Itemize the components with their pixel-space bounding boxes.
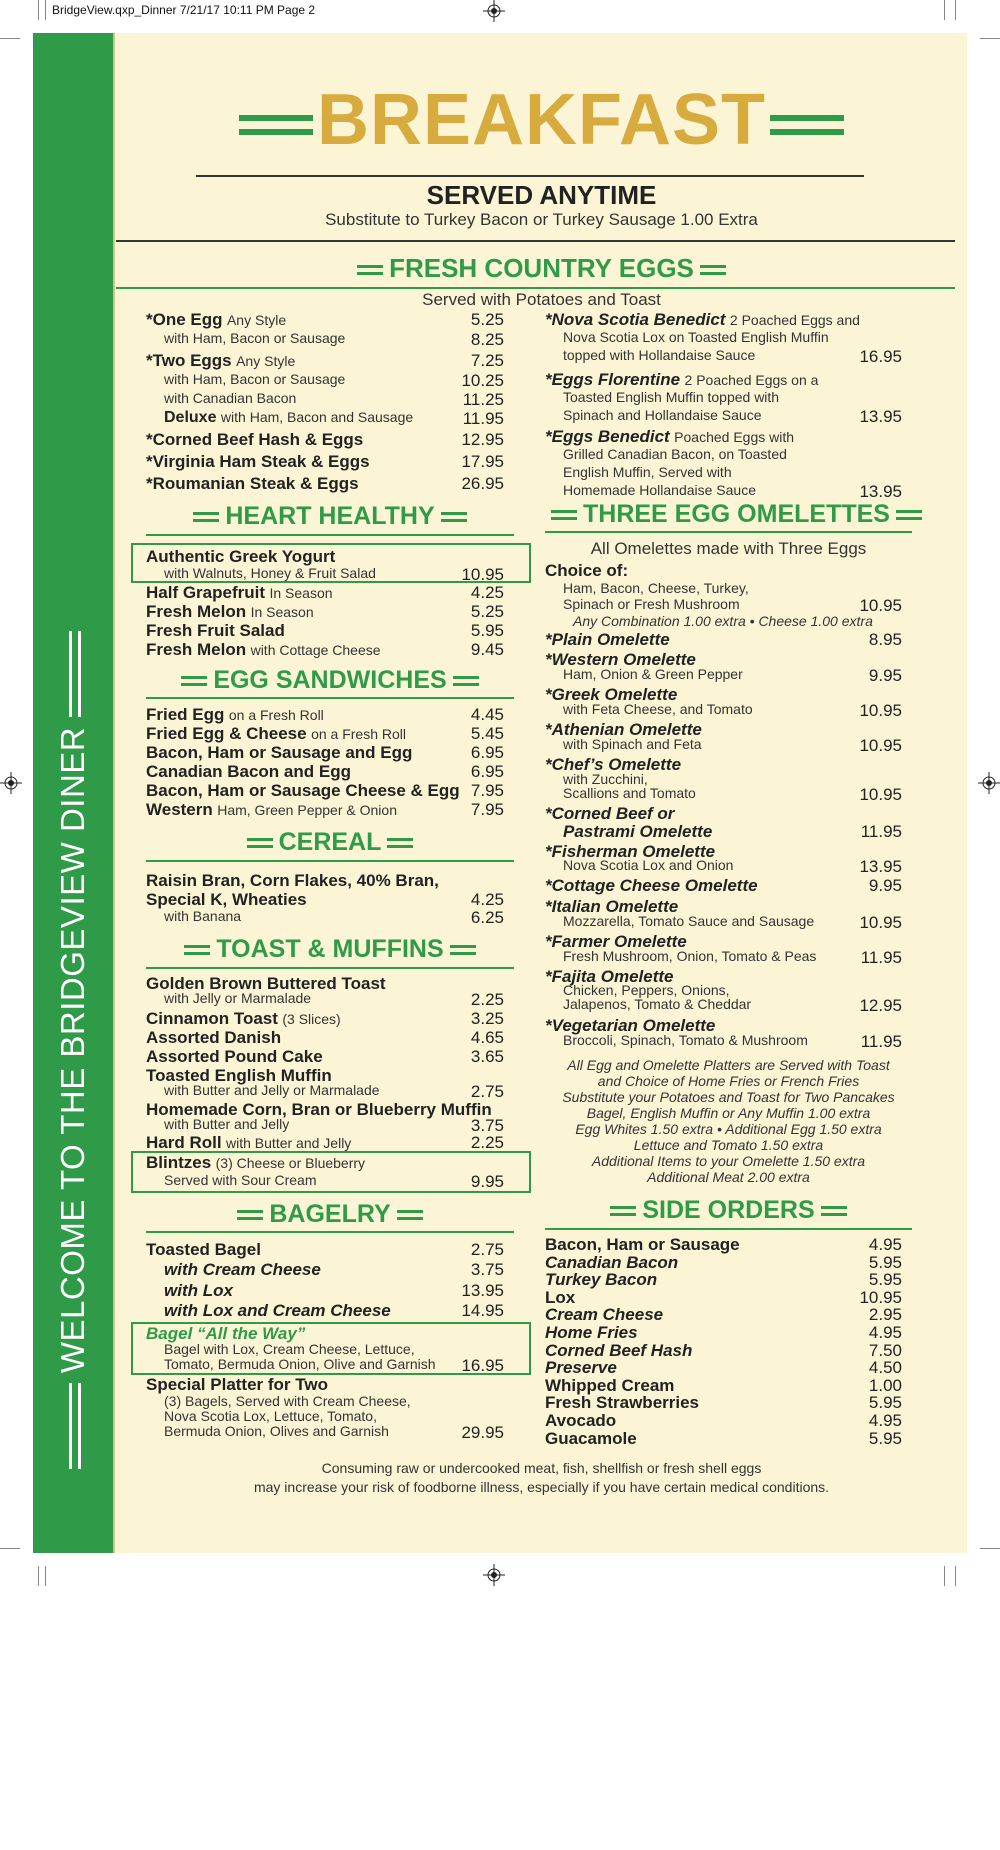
list-item: Preserve 4.50 bbox=[545, 1358, 902, 1378]
cereal-heading: CEREAL bbox=[146, 828, 514, 857]
title-ornament-left bbox=[239, 115, 313, 135]
list-item: *Corned Beef Hash & Eggs 12.95 bbox=[146, 430, 504, 449]
list-item: Guacamole 5.95 bbox=[545, 1428, 902, 1448]
list-item: with Walnuts, Honey & Fruit Salad 10.95 bbox=[164, 565, 504, 584]
list-item: Mozzarella, Tomato Sauce and Sausage 10.95 bbox=[563, 913, 902, 932]
toast-muffins-heading: TOAST & MUFFINS bbox=[146, 935, 514, 964]
fresh-eggs-subtitle: Served with Potatoes and Toast bbox=[422, 290, 661, 309]
list-item: with Jelly or Marmalade 2.25 bbox=[164, 990, 504, 1009]
list-item: Corned Beef Hash 7.50 bbox=[545, 1340, 902, 1360]
served-anytime: SERVED ANYTIME bbox=[426, 180, 657, 210]
list-item: *Chef’s Omelette bbox=[545, 755, 682, 774]
note-line: Additional Items to your Omelette 1.50 extra bbox=[591, 1153, 866, 1169]
list-item: Ham, Onion & Green Pepper 9.95 bbox=[563, 666, 902, 685]
omelettes-subtitle: All Omelettes made with Three Eggs bbox=[590, 539, 867, 558]
list-item: *Italian Omelette bbox=[545, 897, 679, 916]
list-item: *Vegetarian Omelette bbox=[545, 1016, 716, 1035]
list-item: *Eggs Benedict Poached Eggs with bbox=[545, 427, 795, 446]
list-item: with Ham, Bacon or Sausage 8.25 bbox=[164, 330, 504, 349]
list-item: Raisin Bran, Corn Flakes, 40% Bran, bbox=[146, 871, 439, 890]
list-item: Fresh Strawberries 5.95 bbox=[545, 1393, 902, 1413]
list-item: with Cream Cheese 3.75 bbox=[164, 1260, 504, 1279]
crop-mark bbox=[944, 1566, 945, 1586]
note-line: Lettuce and Tomato 1.50 extra bbox=[633, 1137, 824, 1153]
heart-healthy-list bbox=[146, 547, 504, 659]
food-safety-disclaimer bbox=[116, 1459, 967, 1497]
blintzes-item bbox=[146, 1153, 504, 1191]
title-ornament-right bbox=[770, 115, 844, 135]
registration-mark-icon bbox=[483, 0, 505, 22]
side-orders-rule bbox=[545, 1228, 912, 1230]
list-item: *Corned Beef or bbox=[545, 804, 675, 823]
list-item: *Cottage Cheese Omelette 9.95 bbox=[545, 876, 902, 895]
list-item: Fresh Mushroom, Onion, Tomato & Peas 11.95 bbox=[563, 948, 902, 967]
list-item: Spinach or Fresh Mushroom 10.95 bbox=[563, 596, 902, 615]
list-item: Golden Brown Buttered Toast bbox=[146, 974, 386, 993]
crop-mark bbox=[955, 1566, 956, 1586]
sidebar-divider bbox=[113, 33, 115, 1553]
list-item: Spinach and Hollandaise Sauce 13.95 bbox=[563, 407, 902, 426]
list-item: *Fajita Omelette bbox=[545, 967, 674, 986]
egg-sandwiches-list bbox=[146, 705, 504, 819]
list-item: Half Grapefruit In Season 4.25 bbox=[146, 583, 504, 602]
note-line: Egg Whites 1.50 extra • Additional Egg 1.50 extra bbox=[575, 1121, 882, 1137]
list-item: Chicken, Peppers, Onions, bbox=[563, 982, 730, 998]
list-item: Nova Scotia Lox on Toasted English Muffin bbox=[563, 329, 829, 345]
list-item: Assorted Pound Cake 3.65 bbox=[146, 1047, 504, 1066]
list-item: *Greek Omelette bbox=[545, 685, 678, 704]
disclaimer-line: Consuming raw or undercooked meat, fish, shellfish or fresh shell eggs bbox=[321, 1460, 762, 1476]
list-item: (3) Bagels, Served with Cream Cheese, bbox=[164, 1393, 411, 1409]
list-item: Bacon, Ham or Sausage 4.95 bbox=[545, 1235, 902, 1254]
omelettes-list bbox=[545, 561, 902, 1050]
fresh-eggs-list bbox=[146, 310, 504, 496]
crop-mark bbox=[980, 1548, 1000, 1549]
note-line: All Egg and Omelette Platters are Served with Toast bbox=[567, 1057, 890, 1073]
crop-mark bbox=[955, 0, 956, 20]
list-item: Western Ham, Green Pepper & Onion 7.95 bbox=[146, 800, 504, 819]
page-title bbox=[116, 80, 967, 160]
list-item: Fresh Melon In Season 5.25 bbox=[146, 602, 504, 621]
list-item: with Lox and Cream Cheese 14.95 bbox=[164, 1301, 504, 1320]
list-item: *Western Omelette bbox=[545, 650, 696, 669]
list-item: with Canadian Bacon 11.25 bbox=[164, 390, 504, 409]
crop-mark bbox=[45, 1566, 46, 1586]
list-item: with Zucchini, bbox=[563, 771, 648, 787]
list-item: Ham, Bacon, Cheese, Turkey, bbox=[563, 580, 749, 596]
list-item: *Roumanian Steak & Eggs 26.95 bbox=[146, 474, 504, 493]
list-item: Bacon, Ham or Sausage Cheese & Egg 7.95 bbox=[146, 781, 504, 800]
list-item: *One Egg Any Style 5.25 bbox=[146, 310, 504, 329]
list-item: Fried Egg & Cheese on a Fresh Roll 5.45 bbox=[146, 724, 504, 743]
omelettes-heading: THREE EGG OMELETTES bbox=[545, 500, 912, 529]
registration-mark-icon bbox=[0, 772, 22, 794]
heart-healthy-rule bbox=[146, 534, 514, 536]
title-rule bbox=[196, 175, 864, 177]
list-item: Whipped Cream 1.00 bbox=[545, 1375, 902, 1395]
list-item: Nova Scotia Lox and Onion 13.95 bbox=[563, 857, 902, 876]
special-platter-item bbox=[146, 1375, 504, 1440]
fresh-eggs-rule bbox=[116, 287, 955, 289]
list-item: with Butter and Jelly or Marmalade 2.75 bbox=[164, 1082, 504, 1101]
list-item: Turkey Bacon 5.95 bbox=[545, 1270, 902, 1290]
list-item: Lox 10.95 bbox=[545, 1287, 902, 1307]
omelette-notes bbox=[545, 1057, 912, 1185]
side-orders-heading: SIDE ORDERS bbox=[545, 1196, 912, 1225]
list-item: Fresh Fruit Salad 5.95 bbox=[146, 621, 504, 640]
note-line: and Choice of Home Fries or French Fries bbox=[597, 1073, 860, 1089]
list-item: Authentic Greek Yogurt bbox=[146, 547, 336, 566]
list-item: Toasted Bagel 2.75 bbox=[146, 1240, 504, 1259]
list-item: Bagel “All the Way” bbox=[146, 1324, 306, 1343]
crop-mark bbox=[980, 38, 1000, 39]
list-item: Fried Egg on a Fresh Roll 4.45 bbox=[146, 705, 504, 724]
crop-mark bbox=[38, 1566, 39, 1586]
fresh-eggs-heading: FRESH COUNTRY EGGS bbox=[116, 253, 967, 284]
welcome-text: WELCOME TO THE BRIDGEVIEW DINER bbox=[54, 726, 91, 1374]
cereal-rule bbox=[146, 860, 514, 862]
list-item: with Banana 6.25 bbox=[164, 908, 504, 927]
list-item: topped with Hollandaise Sauce 16.95 bbox=[563, 347, 902, 366]
list-item: Bacon, Ham or Sausage and Egg 6.95 bbox=[146, 743, 504, 762]
crop-mark bbox=[0, 1548, 20, 1549]
list-item: Cream Cheese 2.95 bbox=[545, 1305, 902, 1325]
list-item: Blintzes (3) Cheese or Blueberry bbox=[146, 1153, 366, 1172]
list-item: Choice of: bbox=[545, 561, 629, 580]
list-item: Bagel with Lox, Cream Cheese, Lettuce, bbox=[164, 1341, 415, 1357]
list-item: with Lox 13.95 bbox=[164, 1281, 504, 1300]
list-item: Pastrami Omelette 11.95 bbox=[563, 822, 902, 841]
list-item: Canadian Bacon 5.95 bbox=[545, 1252, 902, 1272]
sidebar-welcome bbox=[53, 250, 93, 1850]
benedict-list bbox=[545, 310, 902, 501]
list-item: Any Combination 1.00 extra • Cheese 1.00 extra bbox=[573, 613, 873, 629]
list-item: Assorted Danish 4.65 bbox=[146, 1028, 504, 1047]
crop-mark bbox=[944, 0, 945, 20]
list-item: Jalapenos, Tomato & Cheddar 12.95 bbox=[563, 996, 902, 1015]
list-item: Scallions and Tomato 10.95 bbox=[563, 785, 902, 804]
list-item: English Muffin, Served with bbox=[563, 464, 732, 480]
egg-sandwiches-rule bbox=[146, 697, 514, 699]
note-line: Substitute your Potatoes and Toast for Two Pancakes bbox=[562, 1089, 895, 1105]
list-item: *Athenian Omelette bbox=[545, 720, 702, 739]
registration-mark-icon bbox=[483, 1564, 505, 1586]
list-item: Toasted English Muffin topped with bbox=[563, 389, 780, 405]
list-item: Deluxe with Ham, Bacon and Sausage 11.95 bbox=[164, 409, 504, 428]
registration-mark-icon bbox=[978, 772, 1000, 794]
list-item: Homemade Hollandaise Sauce 13.95 bbox=[563, 482, 902, 501]
heart-healthy-heading: HEART HEALTHY bbox=[146, 502, 514, 531]
omelettes-rule bbox=[545, 531, 912, 533]
list-item: with Ham, Bacon or Sausage 10.25 bbox=[164, 371, 504, 390]
list-item: Home Fries 4.95 bbox=[545, 1322, 902, 1342]
list-item: *Virginia Ham Steak & Eggs 17.95 bbox=[146, 452, 504, 471]
list-item: *Farmer Omelette bbox=[545, 932, 687, 951]
list-item: Nova Scotia Lox, Lettuce, Tomato, bbox=[164, 1408, 377, 1424]
list-item: Fresh Melon with Cottage Cheese 9.45 bbox=[146, 640, 504, 659]
list-item: Tomato, Bermuda Onion, Olive and Garnish 16.95 bbox=[164, 1356, 504, 1375]
header-rule bbox=[116, 240, 955, 242]
list-item: *Fisherman Omelette bbox=[545, 842, 716, 861]
note-line: Bagel, English Muffin or Any Muffin 1.00 extra bbox=[586, 1105, 871, 1121]
list-item: Grilled Canadian Bacon, on Toasted bbox=[563, 446, 787, 462]
list-item: Special Platter for Two bbox=[146, 1375, 329, 1394]
list-item: Special K, Wheaties 4.25 bbox=[146, 890, 504, 909]
note-line: Additional Meat 2.00 extra bbox=[647, 1169, 810, 1185]
list-item: Avocado 4.95 bbox=[545, 1410, 902, 1430]
cereal-list bbox=[146, 871, 504, 926]
bagelry-list bbox=[146, 1240, 504, 1321]
list-item: *Plain Omelette 8.95 bbox=[545, 630, 902, 649]
crop-mark bbox=[0, 38, 20, 39]
list-item: Broccoli, Spinach, Tomato & Mushroom 11.95 bbox=[563, 1032, 902, 1051]
print-header: BridgeView.qxp_Dinner 7/21/17 10:11 PM Page 2 bbox=[52, 3, 316, 17]
bagelry-heading: BAGELRY bbox=[146, 1200, 514, 1229]
egg-sandwiches-heading: EGG SANDWICHES bbox=[146, 666, 514, 695]
title-text: BREAKFAST bbox=[316, 80, 766, 160]
list-item: Served with Sour Cream 9.95 bbox=[164, 1172, 504, 1191]
list-item: with Spinach and Feta 10.95 bbox=[563, 736, 902, 755]
list-item: Canadian Bacon and Egg 6.95 bbox=[146, 762, 504, 781]
list-item: Toasted English Muffin bbox=[146, 1066, 332, 1085]
list-item: *Eggs Florentine 2 Poached Eggs on a bbox=[545, 370, 819, 389]
crop-mark bbox=[45, 0, 46, 20]
toast-muffins-rule bbox=[146, 967, 514, 969]
side-orders-list bbox=[545, 1235, 902, 1446]
disclaimer-line: may increase your risk of foodborne illness, especially if you have certain medical conditions. bbox=[253, 1479, 830, 1495]
bagel-all-the-way-item bbox=[146, 1324, 504, 1373]
list-item: *Two Eggs Any Style 7.25 bbox=[146, 351, 504, 370]
list-item: Bermuda Onion, Olives and Garnish 29.95 bbox=[164, 1423, 504, 1442]
list-item: Hard Roll with Butter and Jelly 2.25 bbox=[146, 1133, 504, 1152]
list-item: with Feta Cheese, and Tomato 10.95 bbox=[563, 701, 902, 720]
list-item: with Butter and Jelly 3.75 bbox=[164, 1116, 504, 1135]
bagelry-rule bbox=[146, 1231, 514, 1233]
list-item: *Nova Scotia Benedict 2 Poached Eggs and bbox=[545, 310, 860, 329]
list-item: Cinnamon Toast (3 Slices) 3.25 bbox=[146, 1009, 504, 1028]
list-item: Homemade Corn, Bran or Blueberry Muffin bbox=[146, 1100, 492, 1119]
substitute-note: Substitute to Turkey Bacon or Turkey Sausage 1.00 Extra bbox=[325, 210, 758, 229]
toast-muffins-list bbox=[146, 974, 504, 1152]
crop-mark bbox=[38, 0, 39, 20]
